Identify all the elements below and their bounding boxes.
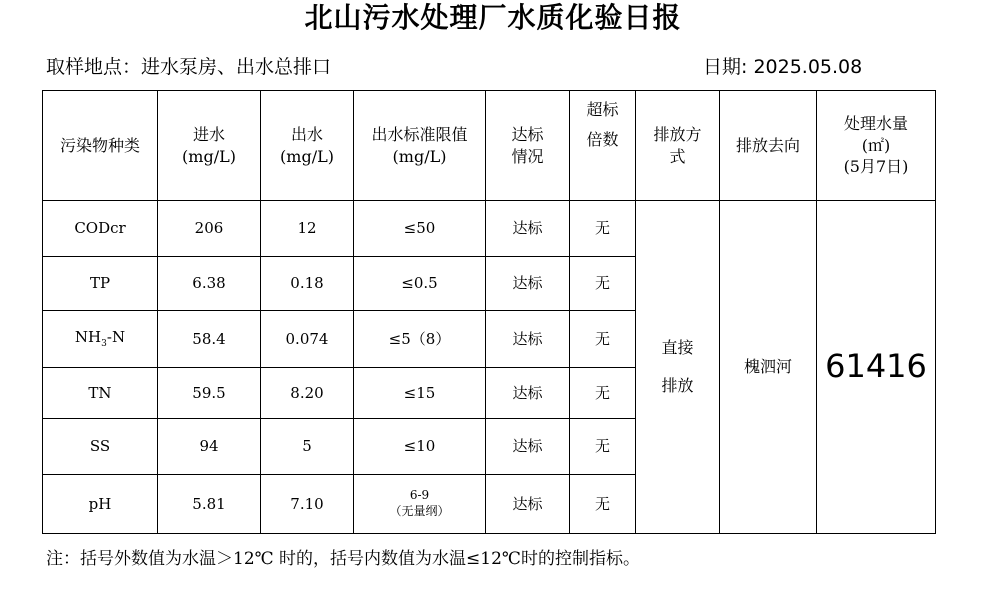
inflow-value: 58.4 xyxy=(158,311,261,368)
pollutant-name: SS xyxy=(43,419,158,475)
limit-value: ≤50 xyxy=(354,201,486,257)
inflow-value: 94 xyxy=(158,419,261,475)
header-compliance: 达标 情况 xyxy=(486,91,570,201)
treated-volume: 61416 xyxy=(817,201,936,534)
exceed-factor: 无 xyxy=(570,311,636,368)
table-row xyxy=(43,201,936,257)
exceed-factor: 无 xyxy=(570,475,636,534)
outflow-value: 8.20 xyxy=(261,368,354,419)
pollutant-name: TN xyxy=(43,368,158,419)
pollutant-name: CODcr xyxy=(43,201,158,257)
sampling-location: 取样地点：进水泵房、出水总排口 xyxy=(46,56,332,78)
limit-value: 6-9 （无量纲） xyxy=(354,475,486,534)
header-exceed: 超标 倍数 xyxy=(570,91,636,201)
report-title: 北山污水处理厂水质化验日报 xyxy=(304,1,682,34)
table-header-row xyxy=(43,91,936,201)
pollutant-name: $NH_3-N$ xyxy=(43,311,158,368)
inflow-value: 206 xyxy=(158,201,261,257)
inflow-value: 59.5 xyxy=(158,368,261,419)
exceed-factor: 无 xyxy=(570,368,636,419)
header-inflow: 进水 (mg/L) xyxy=(158,91,261,201)
water-quality-table xyxy=(42,90,936,534)
footnote: 注：括号外数值为水温＞12℃ 时的，括号内数值为水温≤12℃时的控制指标。 xyxy=(46,549,640,569)
inflow-value: 5.81 xyxy=(158,475,261,534)
compliance-status: 达标 xyxy=(486,201,570,257)
limit-value: ≤15 xyxy=(354,368,486,419)
exceed-factor: 无 xyxy=(570,257,636,311)
header-volume: 处理水量 (㎡) (5月7日) xyxy=(817,91,936,201)
compliance-status: 达标 xyxy=(486,311,570,368)
header-method: 排放方 式 xyxy=(636,91,720,201)
limit-value: ≤10 xyxy=(354,419,486,475)
discharge-method: 直接 排放 xyxy=(636,201,720,534)
compliance-status: 达标 xyxy=(486,419,570,475)
limit-value: ≤0.5 xyxy=(354,257,486,311)
header-pollutant: 污染物种类 xyxy=(43,91,158,201)
compliance-status: 达标 xyxy=(486,257,570,311)
outflow-value: 0.18 xyxy=(261,257,354,311)
compliance-status: 达标 xyxy=(486,475,570,534)
pollutant-name: pH xyxy=(43,475,158,534)
limit-value: ≤5（8） xyxy=(354,311,486,368)
header-destination: 排放去向 xyxy=(720,91,817,201)
pollutant-name: TP xyxy=(43,257,158,311)
outflow-value: 5 xyxy=(261,419,354,475)
discharge-destination: 槐泗河 xyxy=(720,201,817,534)
report-date: 日期: 2025.05.08 xyxy=(703,56,863,78)
header-limit: 出水标准限值 (mg/L) xyxy=(354,91,486,201)
exceed-factor: 无 xyxy=(570,419,636,475)
header-outflow: 出水 (mg/L) xyxy=(261,91,354,201)
outflow-value: 12 xyxy=(261,201,354,257)
outflow-value: 0.074 xyxy=(261,311,354,368)
exceed-factor: 无 xyxy=(570,201,636,257)
compliance-status: 达标 xyxy=(486,368,570,419)
outflow-value: 7.10 xyxy=(261,475,354,534)
inflow-value: 6.38 xyxy=(158,257,261,311)
